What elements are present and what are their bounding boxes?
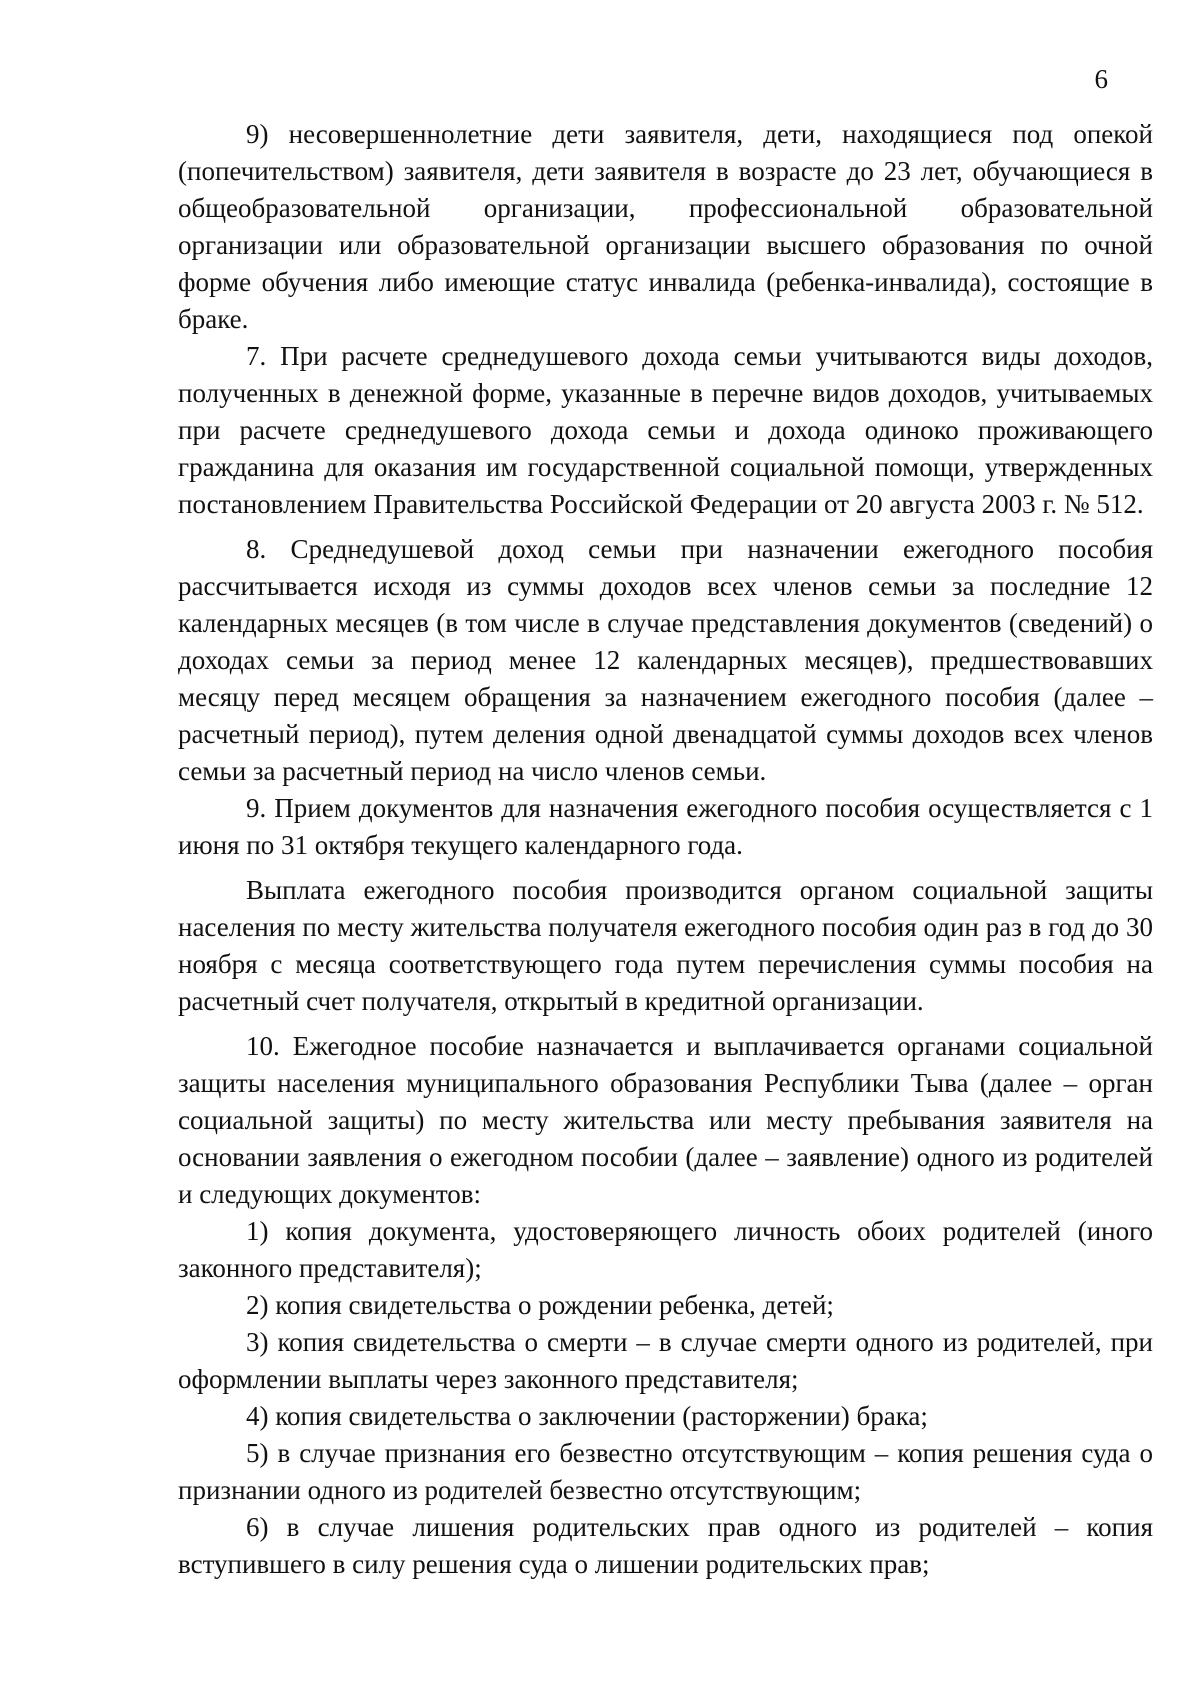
document-body <box>178 116 1153 1583</box>
list-item: 5) в случае признания его безвестно отсутствующим – копия решения суда о признании одного из родителей безвестно отсутствующим; <box>178 1438 1153 1505</box>
paragraph-10: 10. Ежегодное пособие назначается и выплачивается органами социальной защиты населения муниципального образования Республики Тыва (далее – орган социальной защиты) по месту жительства или месту пребывания заявителя на основании заявления о ежегодном пособии (далее – заявление) одного из родителей и следующих документов: <box>178 1031 1153 1209</box>
list-item: 1) копия документа, удостоверяющего личность обоих родителей (иного законного представителя); <box>178 1216 1153 1283</box>
list-item: 2) копия свидетельства о рождении ребенка, детей; <box>246 1290 834 1320</box>
page-number: 6 <box>1094 64 1108 94</box>
list-item: 3) копия свидетельства о смерти – в случае смерти одного из родителей, при оформлении выплаты через законного представителя; <box>178 1327 1153 1394</box>
list-item: 6) в случае лишения родительских прав одного из родителей – копия вступившего в силу решения суда о лишении родительских прав; <box>178 1512 1153 1579</box>
paragraph-9: 9. Прием документов для назначения ежегодного пособия осуществляется с 1 июня по 31 октября текущего календарного года. <box>178 793 1153 860</box>
paragraph-item-9: 9) несовершеннолетние дети заявителя, дети, находящиеся под опекой (попечительством) заявителя, дети заявителя в возрасте до 23 лет, обучающиеся в общеобразовательной организации, профессиональной образовательной организации или образовательной организации высшего образования по очной форме обучения либо имеющие статус инвалида (ребенка-инвалида), состоящие в браке. <box>178 119 1153 334</box>
paragraph-7: 7. При расчете среднедушевого дохода семьи учитываются виды доходов, полученных в денежной форме, указанные в перечне видов доходов, учитываемых при расчете среднедушевого дохода семьи и дохода одиноко проживающего гражданина для оказания им государственной социальной помощи, утвержденных постановлением Правительства Российской Федерации от 20 августа 2003 г. № 512. <box>178 341 1153 519</box>
paragraph-payment: Выплата ежегодного пособия производится органом социальной защиты населения по месту жительства получателя ежегодного пособия один раз в год до 30 ноября с месяца соответствующего года путем перечисления суммы пособия на расчетный счет получателя, открытый в кредитной организации. <box>178 875 1153 1016</box>
paragraph-8: 8. Среднедушевой доход семьи при назначении ежегодного пособия рассчитывается исходя из суммы доходов всех членов семьи за последние 12 календарных месяцев (в том числе в случае представления документов (сведений) о доходах семьи за период менее 12 календарных месяцев), предшествовавших месяцу перед месяцем обращения за назначением ежегодного пособия (далее – расчетный период), путем деления одной двенадцатой суммы доходов всех членов семьи за расчетный период на число членов семьи. <box>178 534 1153 786</box>
list-item: 4) копия свидетельства о заключении (расторжении) брака; <box>246 1401 928 1431</box>
